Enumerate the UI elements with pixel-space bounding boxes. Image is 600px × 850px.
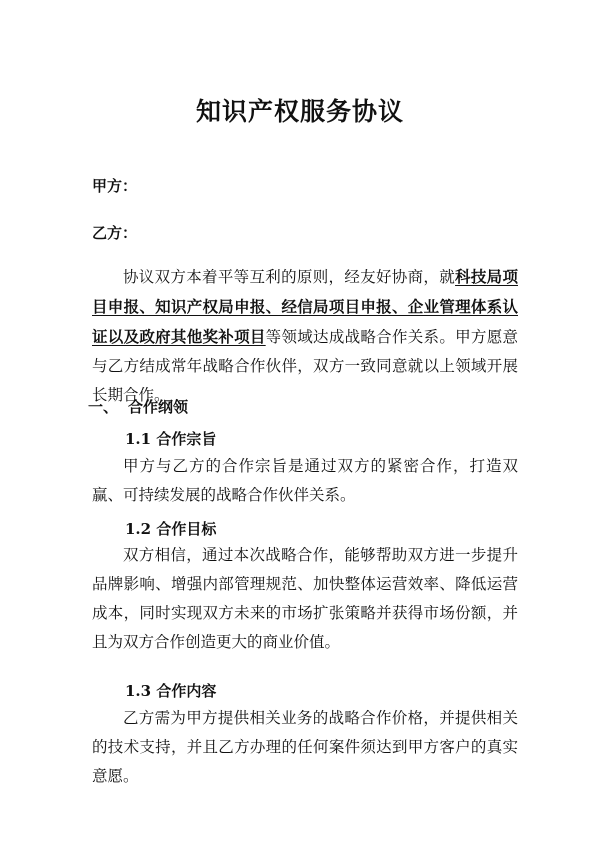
section-1-number: 一、 <box>88 398 119 416</box>
subsection-1-3-text: 乙方需为甲方提供相关业务的战略合作价格，并提供相关的技术支持，并且乙方办理的任何案件须达到甲方客户的真实意愿。 <box>92 709 518 785</box>
intro-bold-services: 科技局项目申报、知识产权局申报、经信局项目申报、企业管理体系认证以及政府其他奖补项目 <box>92 267 518 346</box>
subsection-1-3-heading: 1.3 合作内容 <box>125 682 217 700</box>
section-1-heading <box>88 396 188 417</box>
subsection-1-2-heading: 1.2 合作目标 <box>125 520 217 538</box>
intro-text-2: 等领域达成战略合作关系。甲方愿意与乙方结成常年战略合作伙伴，双方一致同意就以上领域开展长期合作。 <box>92 328 518 404</box>
subsection-1-2-text: 双方相信，通过本次战略合作，能够帮助双方进一步提升品牌影响、增强内部管理规范、加快整体运营效率、降低运营成本，同时实现双方未来的市场扩张策略并获得市场份额，并且为双方合作创造更大的商业价值。 <box>92 546 518 651</box>
party-a-label: 甲方： <box>92 177 138 195</box>
section-1-title: 合作纲领 <box>128 398 189 416</box>
document-title: 知识产权服务协议 <box>195 97 404 126</box>
intro-paragraph <box>92 262 518 410</box>
intro-text-1: 协议双方本着平等互利的原则，经友好协商，就 <box>123 268 456 286</box>
subsection-1-1-heading: 1.1 合作宗旨 <box>125 430 217 448</box>
party-b-label: 乙方： <box>92 224 138 242</box>
subsection-1-1-text: 甲方与乙方的合作宗旨是通过双方的紧密合作，打造双赢、可持续发展的战略合作伙伴关系。 <box>92 457 518 504</box>
